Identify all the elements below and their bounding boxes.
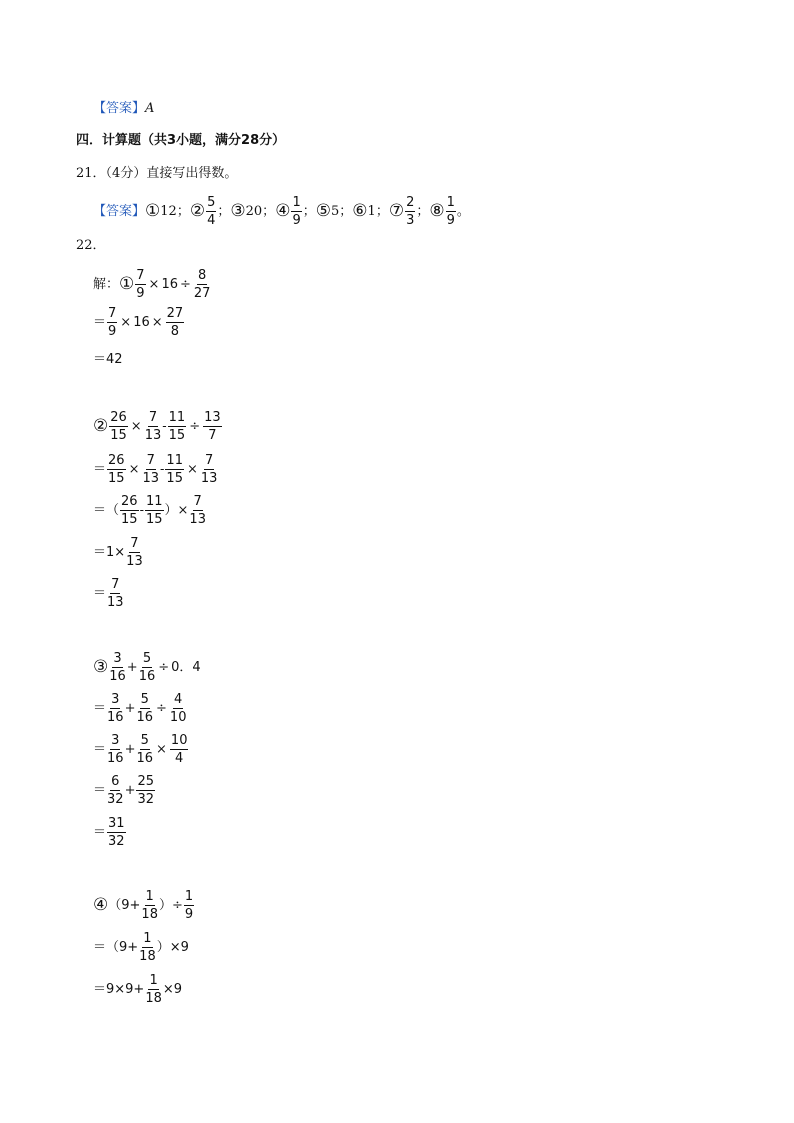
item-value: 5 [330, 204, 340, 219]
section-heading: 四．计算题（共3小题，满分28分） [76, 133, 286, 148]
item-mark: ⑥ [352, 201, 368, 221]
numerator: 3 [111, 692, 120, 707]
expression-tail: ×9 [162, 982, 183, 997]
operator: ÷ [189, 419, 201, 434]
operator: - [162, 419, 167, 434]
fraction [107, 734, 124, 765]
denominator: 15 [110, 428, 127, 443]
numerator: 11 [168, 410, 186, 425]
fraction [139, 652, 156, 683]
numerator: 26 [108, 453, 125, 468]
p2-line5 [93, 578, 125, 609]
fraction [109, 411, 128, 442]
p1-line3 [93, 353, 123, 366]
denominator: 16 [109, 669, 126, 684]
p2-line2 [93, 454, 218, 485]
numerator: 4 [174, 692, 183, 707]
result: 42 [106, 352, 123, 367]
numerator: 7 [148, 410, 158, 425]
numerator: 5 [142, 651, 152, 666]
numerator: 3 [113, 651, 122, 666]
operator: × [120, 315, 132, 330]
equals: ＝ [93, 783, 107, 798]
fraction [107, 307, 117, 338]
denominator: 27 [193, 286, 211, 301]
numerator: 27 [166, 306, 184, 321]
p4-line3 [93, 974, 182, 1005]
equals: ＝ [93, 352, 107, 367]
fraction [170, 734, 189, 765]
p1-line2 [93, 307, 185, 338]
p1-line1 [93, 269, 211, 300]
separator: ； [176, 204, 190, 219]
item-value: 1 [367, 204, 376, 219]
operator: + [124, 783, 136, 798]
denominator: 16 [138, 669, 156, 684]
numerator: 1 [145, 889, 154, 904]
denominator: 4 [207, 213, 216, 228]
numerator: 2 [406, 195, 415, 210]
separator: ； [302, 204, 316, 219]
separator: ； [217, 204, 231, 219]
numerator: 5 [140, 692, 149, 707]
fraction [184, 890, 194, 921]
equals: ＝ [93, 462, 107, 477]
equals: ＝（ [93, 503, 120, 518]
numerator: 6 [111, 774, 120, 789]
denominator: 18 [145, 991, 162, 1006]
operator: × [156, 742, 167, 757]
numerator: 7 [108, 306, 117, 321]
denominator: 15 [168, 428, 186, 443]
answer-tag: 【答案】 [93, 204, 146, 219]
denominator: 13 [142, 471, 160, 486]
operator: + [126, 660, 138, 675]
fraction [107, 578, 124, 609]
q21-answer [93, 196, 470, 227]
fraction [405, 196, 415, 227]
fraction [206, 196, 216, 227]
p3-line3 [93, 734, 189, 765]
answer-20 [93, 102, 154, 115]
part-mark: ③ [93, 657, 109, 677]
denominator: 18 [141, 907, 158, 922]
fraction [145, 495, 164, 526]
numerator: 7 [205, 453, 214, 468]
operator: × [151, 315, 163, 330]
fraction [109, 652, 126, 683]
fraction [141, 890, 158, 921]
part-mark: ① [119, 274, 135, 294]
p2-line3 [93, 495, 207, 526]
item-mark: ③ [230, 201, 246, 221]
denominator: 15 [166, 471, 183, 486]
fraction [107, 775, 124, 806]
p3-line1 [93, 652, 201, 683]
numerator: 13 [204, 410, 221, 425]
denominator: 9 [292, 213, 301, 228]
numerator: 5 [207, 195, 216, 210]
numerator: 25 [137, 774, 155, 789]
p4-line2 [93, 932, 189, 963]
operator: × [186, 462, 198, 477]
numerator: 26 [110, 410, 127, 425]
denominator: 13 [126, 554, 143, 569]
fraction [136, 734, 153, 765]
item-value: 12 [160, 204, 177, 219]
p2-line4 [93, 537, 144, 568]
numerator: 3 [111, 733, 120, 748]
fraction [170, 693, 187, 724]
fraction [291, 196, 301, 227]
operator: ÷ [158, 660, 170, 675]
fraction [136, 693, 153, 724]
operator: + [124, 701, 136, 716]
item-value: 20 [245, 204, 263, 219]
denominator: 13 [200, 471, 218, 486]
fraction [194, 269, 211, 300]
item-mark: ① [145, 201, 161, 221]
denominator: 13 [144, 428, 162, 443]
denominator: 18 [139, 949, 156, 964]
denominator: 15 [145, 512, 163, 527]
numerator: 11 [145, 494, 163, 509]
numerator: 1 [292, 195, 301, 210]
separator: ； [375, 204, 389, 219]
part-mark: ④ [93, 895, 109, 915]
fraction [168, 411, 187, 442]
separator: ； [339, 204, 353, 219]
operator: - [160, 462, 165, 477]
numerator: 1 [149, 973, 158, 988]
numerator: 8 [198, 268, 207, 283]
denominator: 9 [136, 286, 145, 301]
end-mark: 。 [456, 204, 470, 219]
separator: ； [416, 204, 430, 219]
equals: ＝9×9+ [93, 982, 145, 997]
denominator: 16 [107, 751, 124, 766]
equals: ＝ [93, 742, 107, 757]
operator: × [128, 462, 140, 477]
fraction [107, 454, 126, 485]
denominator: 9 [446, 213, 455, 228]
p3-line4 [93, 775, 156, 806]
fraction [166, 307, 185, 338]
equals: ＝（9+ [93, 940, 139, 955]
number: 16 [133, 315, 150, 330]
fraction [135, 269, 145, 300]
numerator: 7 [111, 577, 120, 592]
open-paren: （9+ [108, 898, 141, 913]
operator: × [130, 419, 142, 434]
fraction [107, 817, 126, 848]
q21-stem: 21．（4分）直接写出得数。 [76, 166, 238, 181]
numerator: 1 [143, 931, 152, 946]
equals: ＝1× [93, 545, 126, 560]
p3-line2 [93, 693, 187, 724]
numerator: 7 [130, 536, 139, 551]
equals: ＝ [93, 315, 107, 330]
item-mark: ⑧ [429, 201, 445, 221]
number: 0．4 [171, 660, 201, 675]
fraction [136, 775, 155, 806]
denominator: 32 [107, 792, 124, 807]
fraction [203, 411, 222, 442]
p3-line5 [93, 817, 127, 848]
numerator: 26 [121, 494, 138, 509]
denominator: 32 [108, 834, 125, 849]
numerator: 5 [140, 733, 149, 748]
denominator: 32 [137, 792, 155, 807]
numerator: 7 [136, 268, 145, 283]
fraction [446, 196, 456, 227]
item-mark: ⑦ [388, 201, 405, 221]
denominator: 16 [136, 751, 154, 766]
p2-line1 [93, 411, 223, 442]
fraction [120, 495, 139, 526]
denominator: 9 [108, 324, 117, 339]
close-paren: ）÷ [158, 898, 183, 913]
solution-prefix: 解： [93, 277, 120, 292]
denominator: 13 [189, 512, 206, 527]
item-mark: ④ [275, 201, 291, 221]
fraction [142, 454, 159, 485]
denominator: 13 [107, 595, 124, 610]
numerator: 10 [170, 733, 188, 748]
denominator: 8 [170, 324, 180, 339]
denominator: 9 [184, 907, 194, 922]
equals: ＝ [93, 825, 107, 840]
denominator: 16 [136, 710, 154, 725]
part-mark: ② [93, 416, 109, 436]
numerator: 1 [446, 195, 455, 210]
fraction [139, 932, 156, 963]
denominator: 15 [108, 471, 125, 486]
numerator: 1 [184, 889, 194, 904]
numerator: 7 [146, 453, 155, 468]
equals: ＝ [93, 586, 107, 601]
fraction [201, 454, 218, 485]
item-mark: ⑤ [315, 201, 331, 221]
item-mark: ② [189, 201, 206, 221]
numerator: 7 [193, 494, 202, 509]
fraction [189, 495, 206, 526]
operator: ÷ [156, 701, 167, 716]
denominator: 15 [121, 512, 138, 527]
denominator: 7 [208, 428, 217, 443]
answer-value: A [145, 101, 155, 116]
operator: × [148, 277, 160, 292]
answer-tag: 【答案】 [93, 101, 146, 116]
denominator: 10 [169, 710, 187, 725]
fraction [145, 411, 162, 442]
close-paren: ）× [164, 503, 189, 518]
fraction [145, 974, 162, 1005]
operator: + [124, 742, 136, 757]
operator: - [139, 503, 144, 518]
fraction [126, 537, 143, 568]
q22-label: 22． [76, 238, 106, 253]
close-paren: ）×9 [156, 940, 189, 955]
denominator: 16 [107, 710, 124, 725]
separator: ； [262, 204, 276, 219]
denominator: 4 [175, 751, 184, 766]
denominator: 3 [406, 213, 415, 228]
p4-line1 [93, 890, 195, 921]
numerator: 11 [166, 453, 183, 468]
numerator: 31 [108, 816, 125, 831]
fraction [165, 454, 184, 485]
operator: ÷ [180, 277, 191, 292]
fraction [107, 693, 124, 724]
equals: ＝ [93, 701, 107, 716]
number: 16 [161, 277, 178, 292]
